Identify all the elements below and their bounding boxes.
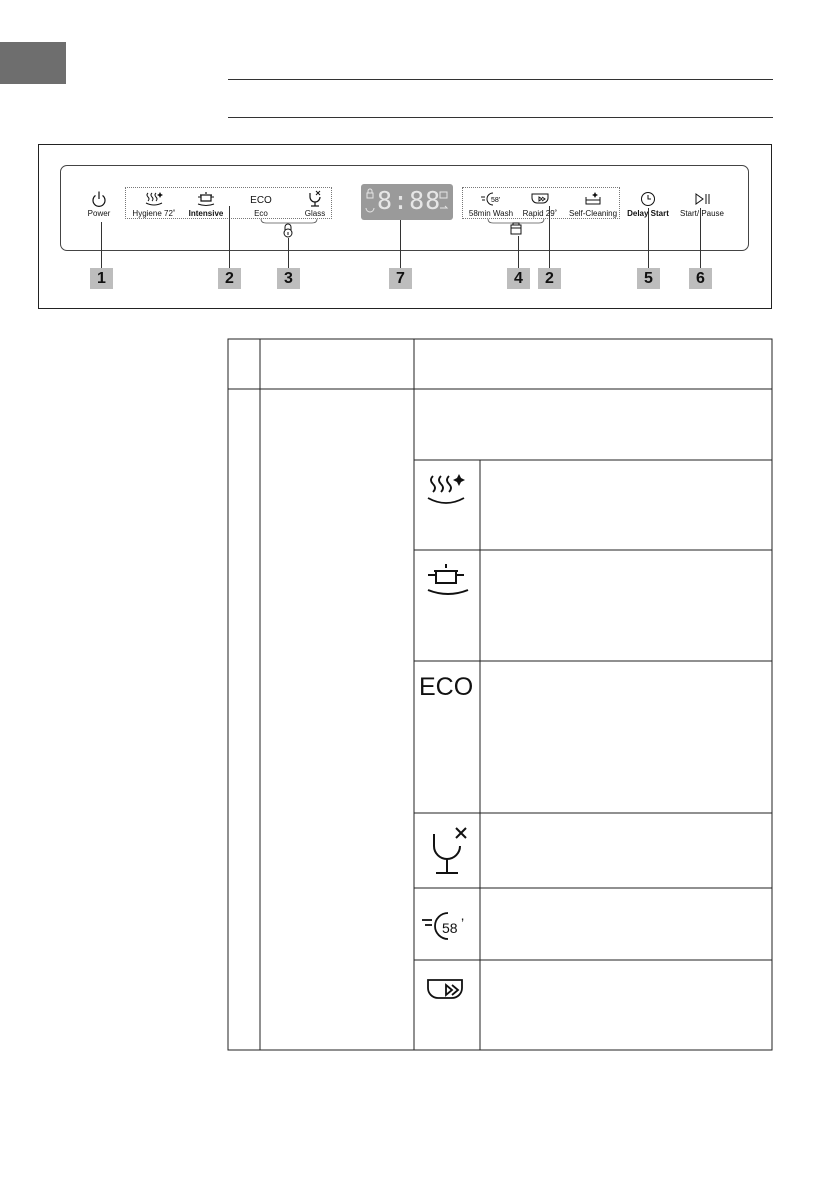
callout-7: 7 <box>389 268 412 289</box>
intensive-label: Intensive <box>188 209 224 218</box>
table-intensive-pot-icon <box>424 562 472 605</box>
callout-1: 1 <box>90 268 113 289</box>
table-glass-icon <box>428 826 472 883</box>
delay-start-label: Delay Start <box>627 209 669 218</box>
table-58-text: 58 <box>442 920 458 936</box>
table-rapid-icon <box>424 976 472 1011</box>
power-label: Power <box>87 209 111 218</box>
display-digits: 8:88 <box>377 186 442 215</box>
callout-2b: 2 <box>538 268 561 289</box>
rapid-label: Rapid 29˚ <box>522 209 558 218</box>
table-eco-icon: ECO <box>419 673 474 701</box>
callout-5: 5 <box>637 268 660 289</box>
svg-text:58': 58' <box>491 197 501 204</box>
svg-text:’: ’ <box>461 915 465 931</box>
glass-label: Glass <box>304 209 326 218</box>
table-hygiene-icon <box>425 472 471 513</box>
self-cleaning-label: Self-Cleaning <box>568 209 618 218</box>
start-pause-label: Start/ Pause <box>679 209 725 218</box>
eco-label: Eco <box>254 209 268 218</box>
callout-4: 4 <box>507 268 530 289</box>
callout-3: 3 <box>277 268 300 289</box>
eco-icon: ECO <box>250 195 272 206</box>
callout-2: 2 <box>218 268 241 289</box>
table-58min-wash-icon <box>420 910 478 947</box>
callout-6: 6 <box>689 268 712 289</box>
58min-wash-label: 58min Wash <box>468 209 514 218</box>
hygiene-label: Hygiene 72˚ <box>132 209 176 218</box>
